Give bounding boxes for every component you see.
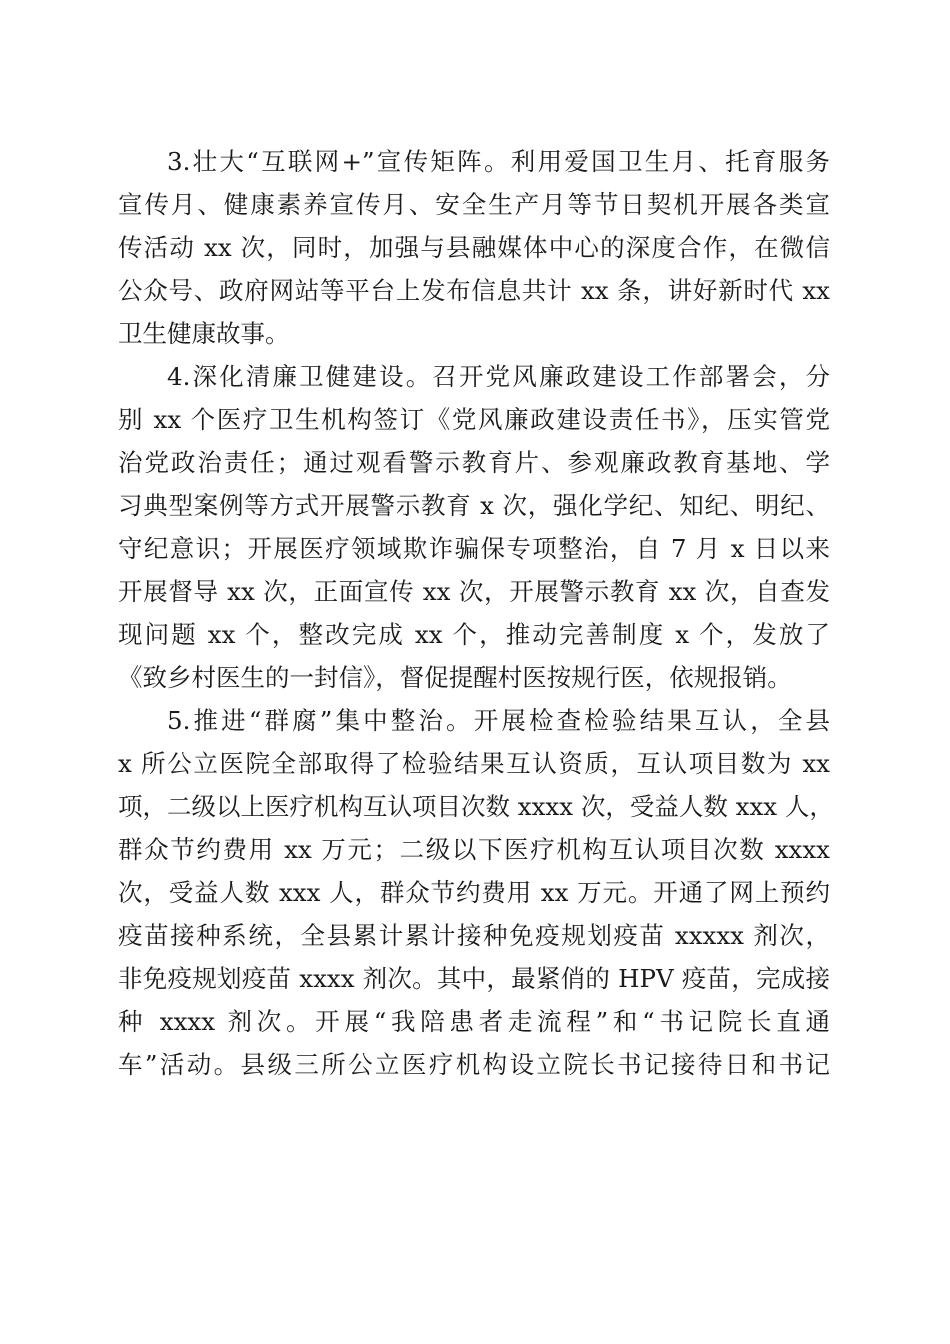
paragraph-line: 项，二级以上医疗机构互认项目次数 xxxx 次，受益人数 xxx 人， (118, 792, 834, 821)
paragraph-line: 4.深化清廉卫健建设。召开党风廉政建设工作部署会，分 (167, 362, 830, 391)
paragraph-line: 《致乡村医生的一封信》，督促提醒村医按规行医，依规报销。 (118, 663, 792, 692)
paragraph-line: 卫生健康故事。 (118, 319, 290, 348)
paragraph-line: 非免疫规划疫苗 xxxx 剂次。其中，最紧俏的 HPV 疫苗，完成接 (118, 964, 830, 993)
paragraph-line: 别 xx 个医疗卫生机构签订《党风廉政建设责任书》，压实管党 (118, 405, 830, 434)
paragraph-line: 传活动 xx 次，同时，加强与县融媒体中心的深度合作，在微信 (118, 233, 830, 262)
paragraph-line: 疫苗接种系统，全县累计累计接种免疫规划疫苗 xxxxx 剂次， (118, 921, 830, 950)
paragraph-line: 守纪意识；开展医疗领域欺诈骗保专项整治，自 7 月 x 日以来 (118, 534, 830, 563)
paragraph-line: 治党政治责任；通过观看警示教育片、参观廉政教育基地、学 (118, 448, 830, 477)
paragraph-line: 习典型案例等方式开展警示教育 x 次，强化学纪、知纪、明纪、 (118, 491, 830, 520)
document-body (118, 140, 834, 1086)
paragraph-line: 开展督导 xx 次，正面宣传 xx 次，开展警示教育 xx 次，自查发 (118, 577, 830, 606)
paragraph-line: 种 xxxx 剂次。开展“我陪患者走流程”和“书记院长直通 (118, 1007, 830, 1036)
paragraph-line: 公众号、政府网站等平台上发布信息共计 xx 条，讲好新时代 xx (118, 276, 830, 305)
paragraph-line: 群众节约费用 xx 万元；二级以下医疗机构互认项目次数 xxxx (118, 835, 830, 864)
paragraph-line: 车”活动。县级三所公立医疗机构设立院长书记接待日和书记 (118, 1050, 830, 1079)
paragraph-line: 3.壮大“互联网+”宣传矩阵。利用爱国卫生月、托育服务 (167, 147, 830, 176)
paragraph-line: x 所公立医院全部取得了检验结果互认资质，互认项目数为 xx (118, 749, 830, 778)
paragraph-line: 5.推进“群腐”集中整治。开展检查检验结果互认，全县 (167, 706, 830, 735)
paragraph-line: 次，受益人数 xxx 人，群众节约费用 xx 万元。开通了网上预约 (118, 878, 830, 907)
paragraph-line: 宣传月、健康素养宣传月、安全生产月等节日契机开展各类宣 (118, 190, 830, 219)
paragraph-internet-publicity (118, 140, 830, 355)
paragraph-line: 现问题 xx 个，整改完成 xx 个，推动完善制度 x 个，发放了 (118, 620, 830, 649)
paragraph-group-corruption-rectification (118, 699, 834, 1086)
paragraph-clean-health-construction (118, 355, 830, 699)
